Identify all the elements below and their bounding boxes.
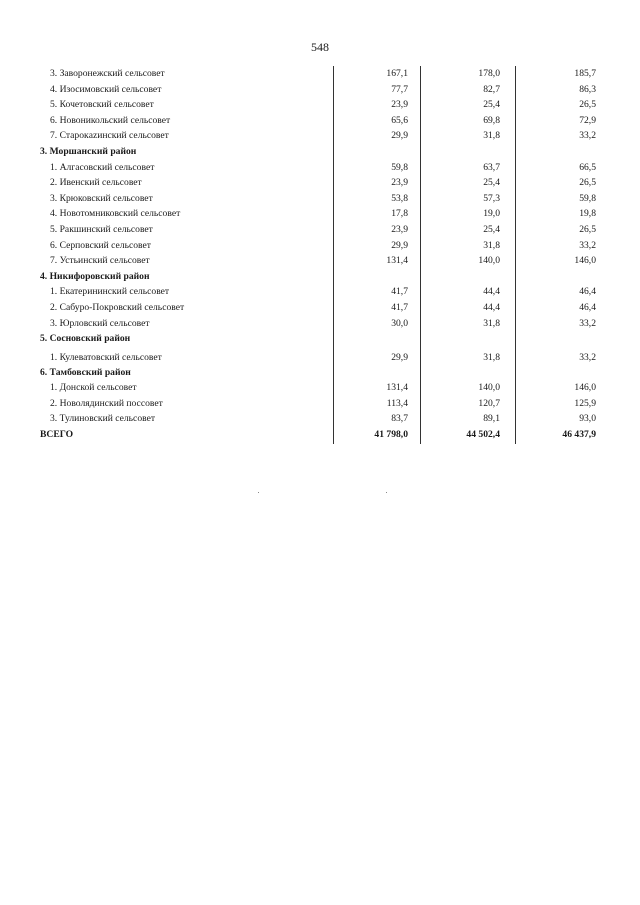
value-col-2: 31,8 xyxy=(483,130,500,142)
table-row xyxy=(40,206,608,222)
district-name: 4. Никифоровский район xyxy=(40,270,150,282)
table-row xyxy=(40,175,608,191)
allocation-table xyxy=(40,66,608,443)
value-col-1: 53,8 xyxy=(391,192,408,204)
value-col-3: 33,2 xyxy=(579,239,596,251)
settlement-name: 2. Новолядинский поссовет xyxy=(50,397,163,409)
value-col-2: 19,0 xyxy=(483,208,500,220)
value-col-2: 25,4 xyxy=(483,223,500,235)
value-col-1: 41 798,0 xyxy=(374,429,408,441)
value-col-3: 26,5 xyxy=(579,99,596,111)
table-row xyxy=(40,222,608,238)
table-row xyxy=(40,128,608,144)
settlement-name: 3. Юрловский сельсовет xyxy=(50,317,150,329)
value-col-1: 23,9 xyxy=(391,177,408,189)
district-name: 5. Сосновский район xyxy=(40,333,131,345)
district-header-row xyxy=(40,331,608,347)
table-row xyxy=(40,191,608,207)
value-col-3: 33,2 xyxy=(579,130,596,142)
table-row xyxy=(40,316,608,332)
value-col-1: 41,7 xyxy=(391,301,408,313)
value-col-3: 72,9 xyxy=(579,114,596,126)
scan-speck xyxy=(386,492,387,493)
value-col-2: 31,8 xyxy=(483,239,500,251)
value-col-3: 185,7 xyxy=(574,68,596,79)
value-col-2: 140,0 xyxy=(478,382,500,394)
value-col-1: 77,7 xyxy=(391,83,408,95)
district-name: 3. Моршанский район xyxy=(40,145,137,157)
value-col-1: 29,9 xyxy=(391,239,408,251)
settlement-name: 3. Тулиновский сельсовет xyxy=(50,413,156,425)
value-col-3: 46,4 xyxy=(579,286,596,298)
value-col-1: 65,6 xyxy=(391,114,408,126)
settlement-name: 6. Новоникольский сельсовет xyxy=(50,114,171,126)
value-col-2: 140,0 xyxy=(478,255,500,267)
scan-speck xyxy=(258,492,259,493)
value-col-2: 25,4 xyxy=(483,99,500,111)
table-row xyxy=(40,284,608,300)
settlement-name: 3. Крюковский сельсовет xyxy=(50,192,153,204)
value-col-2: 31,8 xyxy=(483,351,500,363)
value-col-3: 93,0 xyxy=(579,413,596,425)
value-col-1: 59,8 xyxy=(391,161,408,173)
value-col-2: 31,8 xyxy=(483,317,500,329)
value-col-3: 33,2 xyxy=(579,351,596,363)
value-col-3: 86,3 xyxy=(579,83,596,95)
settlement-name: 4. Новотомниковский сельсовет xyxy=(50,208,181,220)
value-col-1: 30,0 xyxy=(391,317,408,329)
table-row xyxy=(40,380,608,396)
value-col-2: 120,7 xyxy=(478,397,500,409)
value-col-1: 23,9 xyxy=(391,99,408,111)
value-col-1: 167,1 xyxy=(386,68,408,79)
value-col-1: 29,9 xyxy=(391,130,408,142)
table-row xyxy=(40,238,608,254)
value-col-2: 63,7 xyxy=(483,161,500,173)
table-row xyxy=(40,160,608,176)
settlement-name: 5. Ракшинский сельсовет xyxy=(50,223,153,235)
page-number: 548 xyxy=(311,40,329,54)
value-col-2: 57,3 xyxy=(483,192,500,204)
settlement-name: 1. Екатерининский сельсовет xyxy=(50,286,170,298)
value-col-1: 29,9 xyxy=(391,351,408,363)
value-col-2: 44,4 xyxy=(483,301,500,313)
value-col-2: 44,4 xyxy=(483,286,500,298)
settlement-name: 5. Кочетовский сельсовет xyxy=(50,99,154,111)
table-row xyxy=(40,347,608,365)
value-col-2: 25,4 xyxy=(483,177,500,189)
value-col-3: 26,5 xyxy=(579,177,596,189)
value-col-2: 89,1 xyxy=(483,413,500,425)
value-col-3: 26,5 xyxy=(579,223,596,235)
settlement-name: 1. Кулеватовский сельсовет xyxy=(50,351,162,363)
table-row xyxy=(40,253,608,269)
table-row xyxy=(40,66,608,82)
value-col-3: 66,5 xyxy=(579,161,596,173)
settlement-name: 6. Серповский сельсовет xyxy=(50,239,151,251)
value-col-3: 46 437,9 xyxy=(562,429,596,441)
table-row xyxy=(40,97,608,113)
table-row xyxy=(40,300,608,316)
district-header-row xyxy=(40,365,608,381)
value-col-2: 69,8 xyxy=(483,114,500,126)
district-header-row xyxy=(40,144,608,160)
value-col-3: 33,2 xyxy=(579,317,596,329)
table-row xyxy=(40,396,608,412)
value-col-3: 59,8 xyxy=(579,192,596,204)
value-col-1: 41,7 xyxy=(391,286,408,298)
value-col-3: 146,0 xyxy=(574,255,596,267)
settlement-name: 4. Изосимовский сельсовет xyxy=(50,83,162,95)
value-col-3: 125,9 xyxy=(574,397,596,409)
district-name: 6. Тамбовский район xyxy=(40,366,131,378)
value-col-2: 178,0 xyxy=(478,68,500,79)
settlement-name: 1. Алгасовский сельсовет xyxy=(50,161,155,173)
settlement-name: 7. Старокazинский сельсовет xyxy=(50,130,169,142)
district-header-row xyxy=(40,269,608,285)
value-col-1: 113,4 xyxy=(386,397,408,409)
value-col-3: 146,0 xyxy=(574,382,596,394)
value-col-1: 131,4 xyxy=(386,255,408,267)
table-row xyxy=(40,411,608,427)
settlement-name: 3. Заворонежский сельсовет xyxy=(50,68,165,79)
value-col-1: 83,7 xyxy=(391,413,408,425)
value-col-1: 23,9 xyxy=(391,223,408,235)
settlement-name: 2. Сабуро-Покровский сельсовет xyxy=(50,301,185,313)
table-row xyxy=(40,113,608,129)
table-row xyxy=(40,82,608,98)
value-col-1: 17,8 xyxy=(391,208,408,220)
settlement-name: 1. Донской сельсовет xyxy=(50,382,137,394)
value-col-2: 44 502,4 xyxy=(466,429,500,441)
value-col-3: 46,4 xyxy=(579,301,596,313)
settlement-name: 2. Ивенский сельсовет xyxy=(50,177,142,189)
total-label: ВСЕГО xyxy=(40,429,74,441)
value-col-3: 19,8 xyxy=(579,208,596,220)
value-col-1: 131,4 xyxy=(386,382,408,394)
value-col-2: 82,7 xyxy=(483,83,500,95)
settlement-name: 7. Устьинский сельсовет xyxy=(50,255,150,267)
total-row xyxy=(40,427,608,443)
